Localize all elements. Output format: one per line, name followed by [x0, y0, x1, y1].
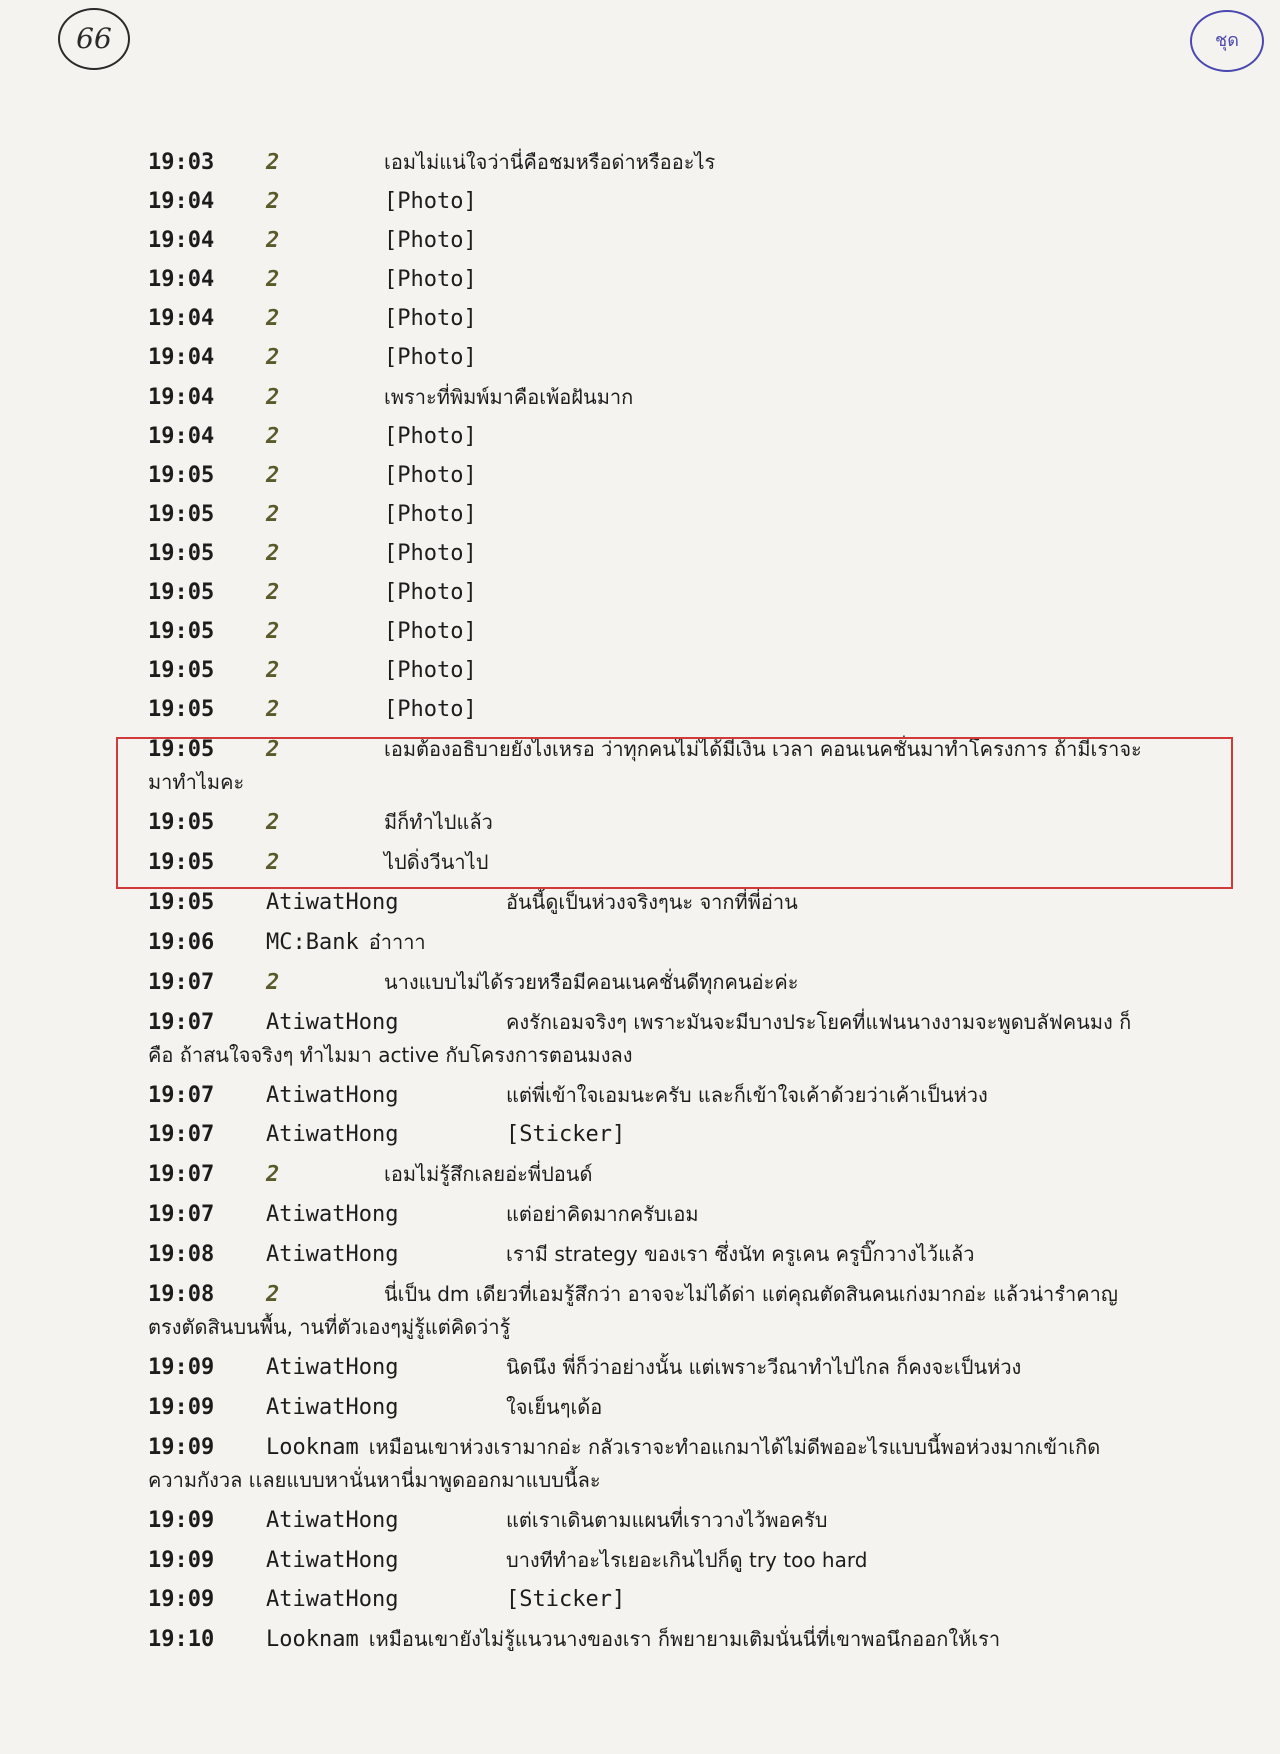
- message-text: [Photo]: [384, 619, 477, 644]
- message-time: 19:05: [148, 810, 215, 835]
- message-sender: 2: [266, 385, 280, 410]
- message-time: 19:04: [148, 345, 215, 370]
- chat-message-row: [148, 1351, 1148, 1384]
- message-text: แต่เราเดินตามแผนที่เราวางไว้พอครับ: [506, 1508, 828, 1532]
- chat-message-row: [148, 1431, 1148, 1497]
- chat-message-row: [148, 146, 1148, 179]
- message-text: อันนี้ดูเป็นห่วงจริงๆนะ จากที่พี่อ่าน: [506, 890, 798, 914]
- chat-message-row: [148, 186, 1148, 218]
- chat-message-row: [148, 1238, 1148, 1271]
- chat-message-row: [148, 1544, 1148, 1577]
- message-text: ไปดิ่งวีนาไป: [384, 850, 489, 874]
- message-sender: 2: [266, 1162, 280, 1187]
- message-text: เรามี strategy ของเรา ซึ่งนัท ครูเคน ครูบิ๊กวางไว้แล้ว: [506, 1242, 975, 1266]
- message-sender: 2: [266, 267, 280, 292]
- message-sender: AtiwatHong: [266, 1587, 399, 1612]
- chat-message-row: [148, 381, 1148, 414]
- message-sender: 2: [266, 189, 280, 214]
- message-sender: 2: [266, 970, 280, 995]
- chat-message-row: [148, 616, 1148, 648]
- message-time: 19:07: [148, 1122, 215, 1147]
- message-time: 19:05: [148, 463, 215, 488]
- message-time: 19:05: [148, 541, 215, 566]
- message-text: [Photo]: [384, 189, 477, 214]
- chat-message-row: [148, 225, 1148, 257]
- message-time: 19:04: [148, 267, 215, 292]
- chat-message-row: [148, 1504, 1148, 1537]
- message-time: 19:10: [148, 1627, 215, 1652]
- message-time: 19:04: [148, 424, 215, 449]
- message-time: 19:05: [148, 850, 215, 875]
- chat-message-row: [148, 303, 1148, 335]
- message-sender: 2: [266, 697, 280, 722]
- message-sender: AtiwatHong: [266, 1508, 399, 1533]
- chat-message-row: [148, 694, 1148, 726]
- chat-message-row: [148, 926, 1148, 959]
- message-time: 19:09: [148, 1435, 215, 1460]
- chat-message-row: [148, 460, 1148, 492]
- message-sender: 2: [266, 345, 280, 370]
- chat-log: [148, 146, 1148, 1663]
- message-text: เอมไม่รู้สึกเลยอ่ะพี่ปอนด์: [384, 1162, 593, 1186]
- message-sender: 2: [266, 502, 280, 527]
- message-text: อ๋าาาา: [368, 930, 426, 954]
- message-text: [Photo]: [384, 541, 477, 566]
- message-time: 19:09: [148, 1548, 215, 1573]
- message-sender: AtiwatHong: [266, 1010, 399, 1035]
- message-text: [Photo]: [384, 580, 477, 605]
- message-text: มีก็ทำไปแล้ว: [384, 810, 493, 834]
- chat-message-row: [148, 966, 1148, 999]
- message-sender: AtiwatHong: [266, 1242, 399, 1267]
- message-time: 19:04: [148, 306, 215, 331]
- message-time: 19:06: [148, 930, 215, 955]
- message-sender: AtiwatHong: [266, 1202, 399, 1227]
- message-time: 19:04: [148, 189, 215, 214]
- chat-message-row: [148, 886, 1148, 919]
- message-time: 19:05: [148, 890, 215, 915]
- message-sender: 2: [266, 810, 280, 835]
- chat-message-row: [148, 1584, 1148, 1616]
- message-time: 19:05: [148, 697, 215, 722]
- chat-message-row: [148, 733, 1148, 799]
- message-sender: 2: [266, 619, 280, 644]
- message-time: 19:09: [148, 1395, 215, 1420]
- message-time: 19:08: [148, 1282, 215, 1307]
- message-time: 19:04: [148, 385, 215, 410]
- message-text: [Photo]: [384, 228, 477, 253]
- message-text: เหมือนเขาห่วงเรามากอ่ะ กลัวเราจะทำอแกมาได้ไม่ดีพออะไรแบบนี้พอห่วงมากเข้าเกิดความกังวล เเลยแบบหานั่นหานี่มาพูดออกมาแบบนี้ละ: [148, 1435, 1101, 1492]
- chat-message-row: [148, 1119, 1148, 1151]
- message-text: นิดนึง พี่ก็ว่าอย่างนั้น แต่เพราะวีณาทำไปไกล ก็คงจะเป็นห่วง: [506, 1355, 1022, 1379]
- message-text: ใจเย็นๆเด้อ: [506, 1395, 603, 1419]
- message-text: เอมต้องอธิบายยังไงเหรอ ว่าทุกคนไม่ได้มีเงิน เวลา คอนเนคชั่นมาทำโครงการ ถ้ามีเราจะมาทำไมคะ: [148, 737, 1142, 794]
- message-time: 19:04: [148, 228, 215, 253]
- message-time: 19:05: [148, 619, 215, 644]
- chat-message-row: [148, 1198, 1148, 1231]
- chat-message-row: [148, 655, 1148, 687]
- message-sender: AtiwatHong: [266, 1122, 399, 1147]
- chat-message-row: [148, 1623, 1148, 1656]
- message-sender: MC:Bank: [266, 930, 359, 955]
- message-text: [Photo]: [384, 463, 477, 488]
- message-time: 19:05: [148, 658, 215, 683]
- message-text: เอมไม่แน่ใจว่านี่คือชมหรือด่าหรืออะไร: [384, 150, 716, 174]
- message-sender: Looknam: [266, 1435, 359, 1460]
- message-time: 19:07: [148, 1083, 215, 1108]
- message-text: [Photo]: [384, 306, 477, 331]
- message-sender: AtiwatHong: [266, 1083, 399, 1108]
- message-text: [Sticker]: [506, 1122, 626, 1147]
- message-sender: 2: [266, 541, 280, 566]
- message-sender: 2: [266, 737, 280, 762]
- chat-message-row: [148, 1158, 1148, 1191]
- chat-message-row: [148, 342, 1148, 374]
- message-time: 19:09: [148, 1355, 215, 1380]
- message-text: [Photo]: [384, 267, 477, 292]
- message-text: แต่พี่เข้าใจเอมนะครับ และก็เข้าใจเค้าด้วยว่าเค้าเป็นห่วง: [506, 1083, 988, 1107]
- message-sender: 2: [266, 306, 280, 331]
- message-text: [Sticker]: [506, 1587, 626, 1612]
- message-time: 19:09: [148, 1587, 215, 1612]
- corner-stamp: ชุด: [1190, 10, 1264, 72]
- message-time: 19:07: [148, 1162, 215, 1187]
- message-sender: AtiwatHong: [266, 1548, 399, 1573]
- chat-message-row: [148, 577, 1148, 609]
- message-time: 19:05: [148, 737, 215, 762]
- message-sender: 2: [266, 658, 280, 683]
- message-sender: AtiwatHong: [266, 1355, 399, 1380]
- message-sender: Looknam: [266, 1627, 359, 1652]
- chat-message-row: [148, 264, 1148, 296]
- message-time: 19:03: [148, 150, 215, 175]
- message-sender: 2: [266, 850, 280, 875]
- message-time: 19:05: [148, 502, 215, 527]
- message-text: เหมือนเขายังไม่รู้แนวนางของเรา ก็พยายามเติมนั่นนี่ที่เขาพอนึกออกให้เรา: [368, 1627, 1001, 1651]
- message-sender: 2: [266, 424, 280, 449]
- message-text: [Photo]: [384, 658, 477, 683]
- message-time: 19:07: [148, 1010, 215, 1035]
- page-number: 66: [58, 8, 130, 70]
- message-sender: 2: [266, 228, 280, 253]
- chat-message-row: [148, 1391, 1148, 1424]
- message-sender: 2: [266, 1282, 280, 1307]
- message-time: 19:08: [148, 1242, 215, 1267]
- message-text: นี่เป็น dm เดียวที่เอมรู้สึกว่า อาจจะไม่ได้ด่า แต่คุณตัดสินคนเก่งมากอ่ะ แล้วน่ารำคาญตรงตัดสินบนพื้น, านที่ตัวเองๆมู่รู้แต่คิดว่ารู้: [148, 1282, 1118, 1339]
- message-sender: AtiwatHong: [266, 890, 399, 915]
- message-text: [Photo]: [384, 502, 477, 527]
- message-text: [Photo]: [384, 345, 477, 370]
- message-time: 19:05: [148, 580, 215, 605]
- chat-message-row: [148, 1278, 1148, 1344]
- message-sender: AtiwatHong: [266, 1395, 399, 1420]
- message-sender: 2: [266, 150, 280, 175]
- chat-message-row: [148, 806, 1148, 839]
- chat-message-row: [148, 1006, 1148, 1072]
- chat-message-row: [148, 538, 1148, 570]
- message-text: แต่อย่าคิดมากครับเอม: [506, 1202, 699, 1226]
- message-text: บางทีทำอะไรเยอะเกินไปก็ดู try too hard: [506, 1548, 868, 1572]
- chat-message-row: [148, 499, 1148, 531]
- message-time: 19:07: [148, 1202, 215, 1227]
- message-sender: 2: [266, 580, 280, 605]
- message-text: คงรักเอมจริงๆ เพราะมันจะมีบางประโยคที่แฟนนางงามจะพูดบลัฟคนมง ก็คือ ถ้าสนใจจริงๆ ทำไมมา active กับโครงการตอนมงลง: [148, 1010, 1132, 1067]
- chat-message-row: [148, 421, 1148, 453]
- chat-message-row: [148, 1079, 1148, 1112]
- message-text: [Photo]: [384, 424, 477, 449]
- chat-message-row: [148, 846, 1148, 879]
- message-text: เพราะที่พิมพ์มาคือเพ้อฝันมาก: [384, 385, 634, 409]
- message-time: 19:07: [148, 970, 215, 995]
- message-text: นางแบบไม่ได้รวยหรือมีคอนเนคชั่นดีทุกคนอ่ะค่ะ: [384, 970, 799, 994]
- message-time: 19:09: [148, 1508, 215, 1533]
- message-text: [Photo]: [384, 697, 477, 722]
- message-sender: 2: [266, 463, 280, 488]
